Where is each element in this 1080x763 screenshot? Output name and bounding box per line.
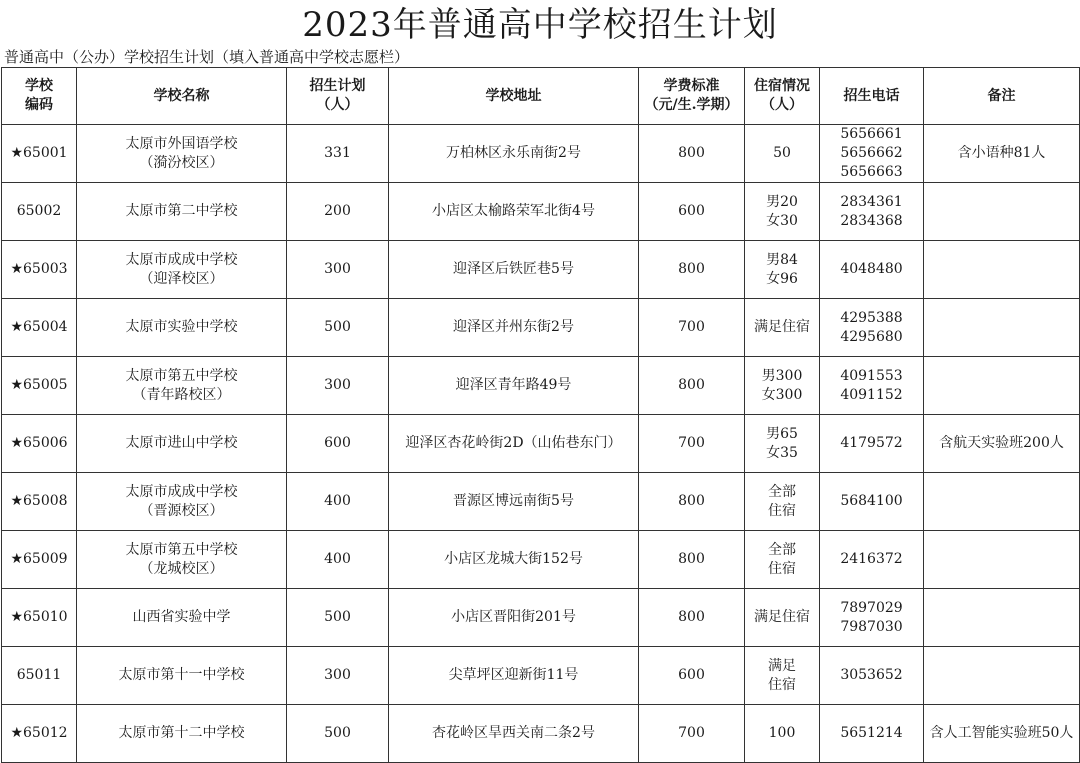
phone-cell-line: 4091152 xyxy=(840,386,903,403)
table-row xyxy=(2,299,1080,357)
school-code-cell: ★65008 xyxy=(2,473,77,531)
tuition-fee-cell: 800 xyxy=(639,473,745,531)
column-header-fee xyxy=(639,68,745,125)
school-address-cell: 小店区晋阳街201号 xyxy=(389,589,639,647)
phone-cell-line: 5656662 xyxy=(840,145,903,161)
school-name-cell xyxy=(77,241,287,299)
school-code-cell: ★65004 xyxy=(2,299,77,357)
table-row xyxy=(2,473,1080,531)
school-name-cell-line: （晋源校区） xyxy=(139,502,224,519)
table-row xyxy=(2,357,1080,415)
school-name-cell-line: 山西省实验中学 xyxy=(132,609,231,625)
school-name-cell-line: 太原市实验中学校 xyxy=(125,319,238,335)
header-text-line: 招生电话 xyxy=(843,87,900,104)
enrollment-table xyxy=(1,67,1080,763)
lodging-cell-line: 女35 xyxy=(766,444,798,461)
school-name-cell xyxy=(77,589,287,647)
column-header-lodging xyxy=(745,68,820,125)
school-address-cell: 小店区龙城大街152号 xyxy=(389,531,639,589)
phone-cell xyxy=(820,705,924,763)
lodging-cell xyxy=(745,357,820,415)
phone-cell xyxy=(820,299,924,357)
lodging-cell-line: 住宿 xyxy=(768,560,796,577)
school-name-cell xyxy=(77,705,287,763)
school-name-cell-line: （龙城校区） xyxy=(139,560,224,577)
phone-cell-line: 5651214 xyxy=(840,725,903,741)
school-name-cell xyxy=(77,183,287,241)
school-code-cell: ★65009 xyxy=(2,531,77,589)
phone-cell xyxy=(820,647,924,705)
lodging-cell-line: 住宿 xyxy=(768,676,796,693)
lodging-cell-line: 女30 xyxy=(766,212,798,229)
note-cell xyxy=(924,531,1080,589)
header-text-line: 学校名称 xyxy=(153,87,210,104)
column-header-note xyxy=(924,68,1080,125)
school-name-cell xyxy=(77,415,287,473)
lodging-cell-line: 全部 xyxy=(768,483,796,500)
header-text-line: 备注 xyxy=(987,87,1016,104)
tuition-fee-cell: 700 xyxy=(639,415,745,473)
table-row xyxy=(2,183,1080,241)
enrollment-plan-cell: 331 xyxy=(287,125,389,183)
note-cell: 含航天实验班200人 xyxy=(924,415,1080,473)
lodging-cell xyxy=(745,589,820,647)
school-name-cell-line: （漪汾校区） xyxy=(139,154,224,171)
lodging-cell xyxy=(745,415,820,473)
lodging-cell xyxy=(745,241,820,299)
tuition-fee-cell: 800 xyxy=(639,241,745,299)
table-row xyxy=(2,531,1080,589)
tuition-fee-cell: 700 xyxy=(639,299,745,357)
enrollment-plan-cell: 500 xyxy=(287,705,389,763)
school-name-cell xyxy=(77,299,287,357)
table-body xyxy=(2,125,1080,763)
column-header-plan xyxy=(287,68,389,125)
phone-cell-line: 2834368 xyxy=(840,212,903,229)
lodging-cell-line: 男20 xyxy=(766,193,798,210)
phone-cell-line: 3053652 xyxy=(840,667,903,683)
school-address-cell: 迎泽区杏花岭街2D（山佑巷东门） xyxy=(389,415,639,473)
school-address-cell: 迎泽区后铁匠巷5号 xyxy=(389,241,639,299)
school-name-cell-line: 太原市第五中学校 xyxy=(125,541,238,558)
school-name-cell xyxy=(77,125,287,183)
school-name-cell-line: 太原市第五中学校 xyxy=(125,367,238,384)
school-code-cell: 65011 xyxy=(2,647,77,705)
lodging-cell xyxy=(745,705,820,763)
note-cell: 含人工智能实验班50人 xyxy=(924,705,1080,763)
note-cell: 含小语种81人 xyxy=(924,125,1080,183)
note-cell xyxy=(924,183,1080,241)
note-cell xyxy=(924,473,1080,531)
header-text-line: 招生计划 xyxy=(309,78,366,94)
phone-cell-line: 5656661 xyxy=(840,126,903,142)
lodging-cell-line: 全部 xyxy=(768,541,796,558)
lodging-cell-line: 100 xyxy=(768,725,796,741)
note-cell xyxy=(924,647,1080,705)
school-name-cell xyxy=(77,647,287,705)
lodging-cell-line: 满足住宿 xyxy=(754,319,810,335)
school-address-cell: 万柏林区永乐南街2号 xyxy=(389,125,639,183)
column-header-name xyxy=(77,68,287,125)
tuition-fee-cell: 600 xyxy=(639,183,745,241)
header-text-line: 学校地址 xyxy=(485,87,542,104)
phone-cell-line: 7897029 xyxy=(840,599,903,616)
school-name-cell-line: 太原市第十一中学校 xyxy=(118,667,245,683)
column-header-code xyxy=(2,68,77,125)
header-text-line: 住宿情况 xyxy=(754,78,810,94)
lodging-cell-line: 50 xyxy=(773,145,791,161)
phone-cell xyxy=(820,241,924,299)
phone-cell-line: 2834361 xyxy=(840,193,903,210)
school-address-cell: 晋源区博远南街5号 xyxy=(389,473,639,531)
school-address-cell: 杏花岭区旱西关南二条2号 xyxy=(389,705,639,763)
lodging-cell xyxy=(745,183,820,241)
lodging-cell-line: 满足 xyxy=(768,657,796,674)
enrollment-plan-cell: 300 xyxy=(287,241,389,299)
school-name-cell-line: 太原市成成中学校 xyxy=(125,483,238,500)
table-row xyxy=(2,415,1080,473)
header-text-line: 学校 xyxy=(25,78,53,94)
tuition-fee-cell: 800 xyxy=(639,589,745,647)
header-text-line: （人） xyxy=(761,97,803,113)
school-code-cell: ★65005 xyxy=(2,357,77,415)
phone-cell-line: 4295388 xyxy=(840,309,903,326)
lodging-cell-line: 女300 xyxy=(761,386,803,403)
school-address-cell: 小店区太榆路荣军北街4号 xyxy=(389,183,639,241)
header-text-line: （人） xyxy=(316,97,359,113)
lodging-cell xyxy=(745,531,820,589)
school-code-cell: 65002 xyxy=(2,183,77,241)
table-row xyxy=(2,589,1080,647)
school-code-cell: ★65010 xyxy=(2,589,77,647)
enrollment-plan-cell: 300 xyxy=(287,647,389,705)
lodging-cell xyxy=(745,299,820,357)
school-name-cell-line: 太原市第十二中学校 xyxy=(118,725,245,741)
table-header-row xyxy=(2,68,1080,125)
school-address-cell: 尖草坪区迎新街11号 xyxy=(389,647,639,705)
phone-cell xyxy=(820,415,924,473)
tuition-fee-cell: 800 xyxy=(639,357,745,415)
phone-cell xyxy=(820,531,924,589)
phone-cell xyxy=(820,473,924,531)
school-code-cell: ★65003 xyxy=(2,241,77,299)
phone-cell-line: 4179572 xyxy=(840,435,903,451)
note-cell xyxy=(924,241,1080,299)
tuition-fee-cell: 700 xyxy=(639,705,745,763)
school-code-cell: ★65012 xyxy=(2,705,77,763)
header-text-line: （元/生.学期） xyxy=(644,97,739,113)
phone-cell-line: 5656663 xyxy=(840,164,903,180)
enrollment-plan-cell: 500 xyxy=(287,299,389,357)
column-header-address xyxy=(389,68,639,125)
table-subtitle: 普通高中（公办）学校招生计划（填入普通高中学校志愿栏） xyxy=(4,48,410,66)
phone-cell xyxy=(820,125,924,183)
school-code-cell: ★65001 xyxy=(2,125,77,183)
enrollment-plan-cell: 300 xyxy=(287,357,389,415)
note-cell xyxy=(924,589,1080,647)
page-title: 2023年普通高中学校招生计划 xyxy=(302,5,778,45)
enrollment-plan-cell: 400 xyxy=(287,473,389,531)
school-name-cell xyxy=(77,357,287,415)
lodging-cell-line: 男84 xyxy=(766,251,798,268)
header-text-line: 编码 xyxy=(25,97,53,113)
phone-cell-line: 2416372 xyxy=(840,551,903,567)
phone-cell-line: 4048480 xyxy=(840,261,903,277)
enrollment-plan-cell: 400 xyxy=(287,531,389,589)
school-name-cell-line: （青年路校区） xyxy=(132,386,231,403)
school-name-cell-line: （迎泽校区） xyxy=(139,270,224,287)
lodging-cell-line: 住宿 xyxy=(768,502,796,519)
lodging-cell xyxy=(745,647,820,705)
phone-cell xyxy=(820,183,924,241)
lodging-cell-line: 男65 xyxy=(766,425,798,442)
school-address-cell: 迎泽区青年路49号 xyxy=(389,357,639,415)
note-cell xyxy=(924,357,1080,415)
enrollment-plan-cell: 600 xyxy=(287,415,389,473)
enrollment-plan-cell: 200 xyxy=(287,183,389,241)
table-row xyxy=(2,241,1080,299)
phone-cell xyxy=(820,357,924,415)
school-name-cell-line: 太原市成成中学校 xyxy=(125,251,238,268)
lodging-cell-line: 满足住宿 xyxy=(754,609,810,625)
school-address-cell: 迎泽区并州东街2号 xyxy=(389,299,639,357)
lodging-cell-line: 女96 xyxy=(766,270,798,287)
school-name-cell xyxy=(77,473,287,531)
phone-cell-line: 4091553 xyxy=(840,367,903,384)
school-code-cell: ★65006 xyxy=(2,415,77,473)
enrollment-plan-cell: 500 xyxy=(287,589,389,647)
lodging-cell-line: 男300 xyxy=(761,367,803,384)
school-name-cell-line: 太原市外国语学校 xyxy=(125,135,238,152)
phone-cell xyxy=(820,589,924,647)
lodging-cell xyxy=(745,473,820,531)
header-text-line: 学费标准 xyxy=(663,78,720,94)
note-cell xyxy=(924,299,1080,357)
tuition-fee-cell: 600 xyxy=(639,647,745,705)
column-header-phone xyxy=(820,68,924,125)
phone-cell-line: 4295680 xyxy=(840,328,903,345)
phone-cell-line: 5684100 xyxy=(840,493,903,509)
lodging-cell xyxy=(745,125,820,183)
school-name-cell-line: 太原市进山中学校 xyxy=(125,435,238,451)
tuition-fee-cell: 800 xyxy=(639,125,745,183)
school-name-cell-line: 太原市第二中学校 xyxy=(125,203,238,219)
school-name-cell xyxy=(77,531,287,589)
table-row xyxy=(2,647,1080,705)
phone-cell-line: 7987030 xyxy=(840,618,903,635)
table-row xyxy=(2,125,1080,183)
table-row xyxy=(2,705,1080,763)
tuition-fee-cell: 800 xyxy=(639,531,745,589)
